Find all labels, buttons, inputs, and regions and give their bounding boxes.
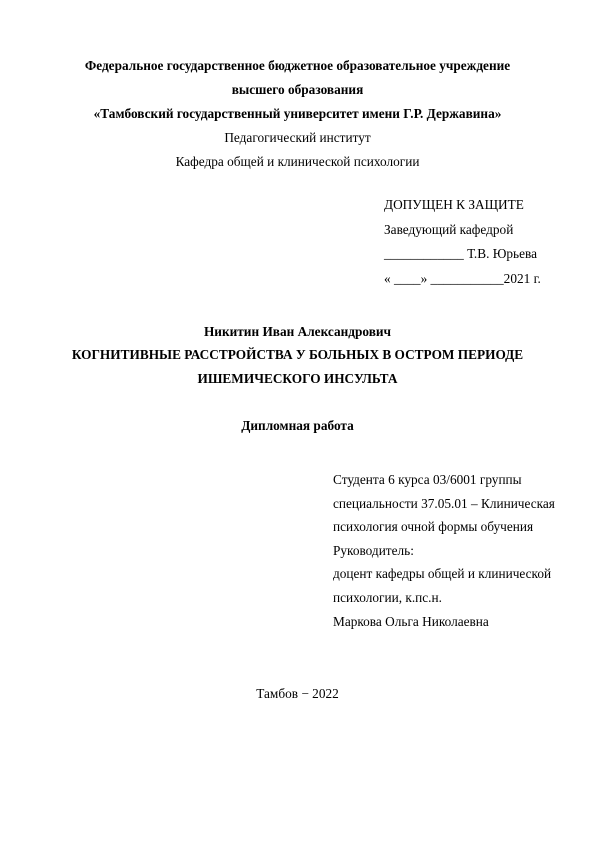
approval-line-2: Заведующий кафедрой: [384, 221, 514, 237]
approval-line-1: ДОПУЩЕН К ЗАЩИТЕ: [384, 197, 524, 212]
student-line-5: доцент кафедры общей и клинической: [333, 566, 552, 582]
approval-line-4: « ____» ___________2021 г.: [384, 270, 541, 286]
city-year: Тамбов − 2022: [256, 686, 339, 701]
header-line-3: «Тамбовский государственный университет имени Г.Р. Державина»: [93, 106, 502, 121]
title-line-1: КОГНИТИВНЫЕ РАССТРОЙСТВА У БОЛЬНЫХ В ОСТРОМ ПЕРИОДЕ: [71, 347, 524, 362]
student-info-block: [333, 472, 588, 637]
header-line-2: высшего образования: [231, 82, 364, 97]
student-line-3: психология очной формы обучения: [333, 519, 534, 535]
student-line-7: Маркова Ольга Николаевна: [333, 613, 489, 629]
student-line-1: Студента 6 курса 03/6001 группы: [333, 472, 522, 487]
header-line-1: Федеральное государственное бюджетное образовательное учреждение: [84, 58, 511, 73]
student-line-4: Руководитель:: [333, 542, 414, 558]
approval-block: [384, 197, 584, 295]
title-line-2: ИШЕМИЧЕСКОГО ИНСУЛЬТА: [197, 371, 398, 386]
work-type: Дипломная работа: [241, 418, 354, 433]
approval-line-3: ____________ Т.В. Юрьева: [384, 246, 538, 261]
author-name: Никитин Иван Александрович: [203, 324, 392, 339]
institute-name: Педагогический институт: [224, 130, 371, 145]
department-name: Кафедра общей и клинической психологии: [175, 154, 420, 169]
student-line-6: психологии, к.пс.н.: [333, 589, 442, 605]
student-line-2: специальности 37.05.01 – Клиническая: [333, 495, 555, 511]
